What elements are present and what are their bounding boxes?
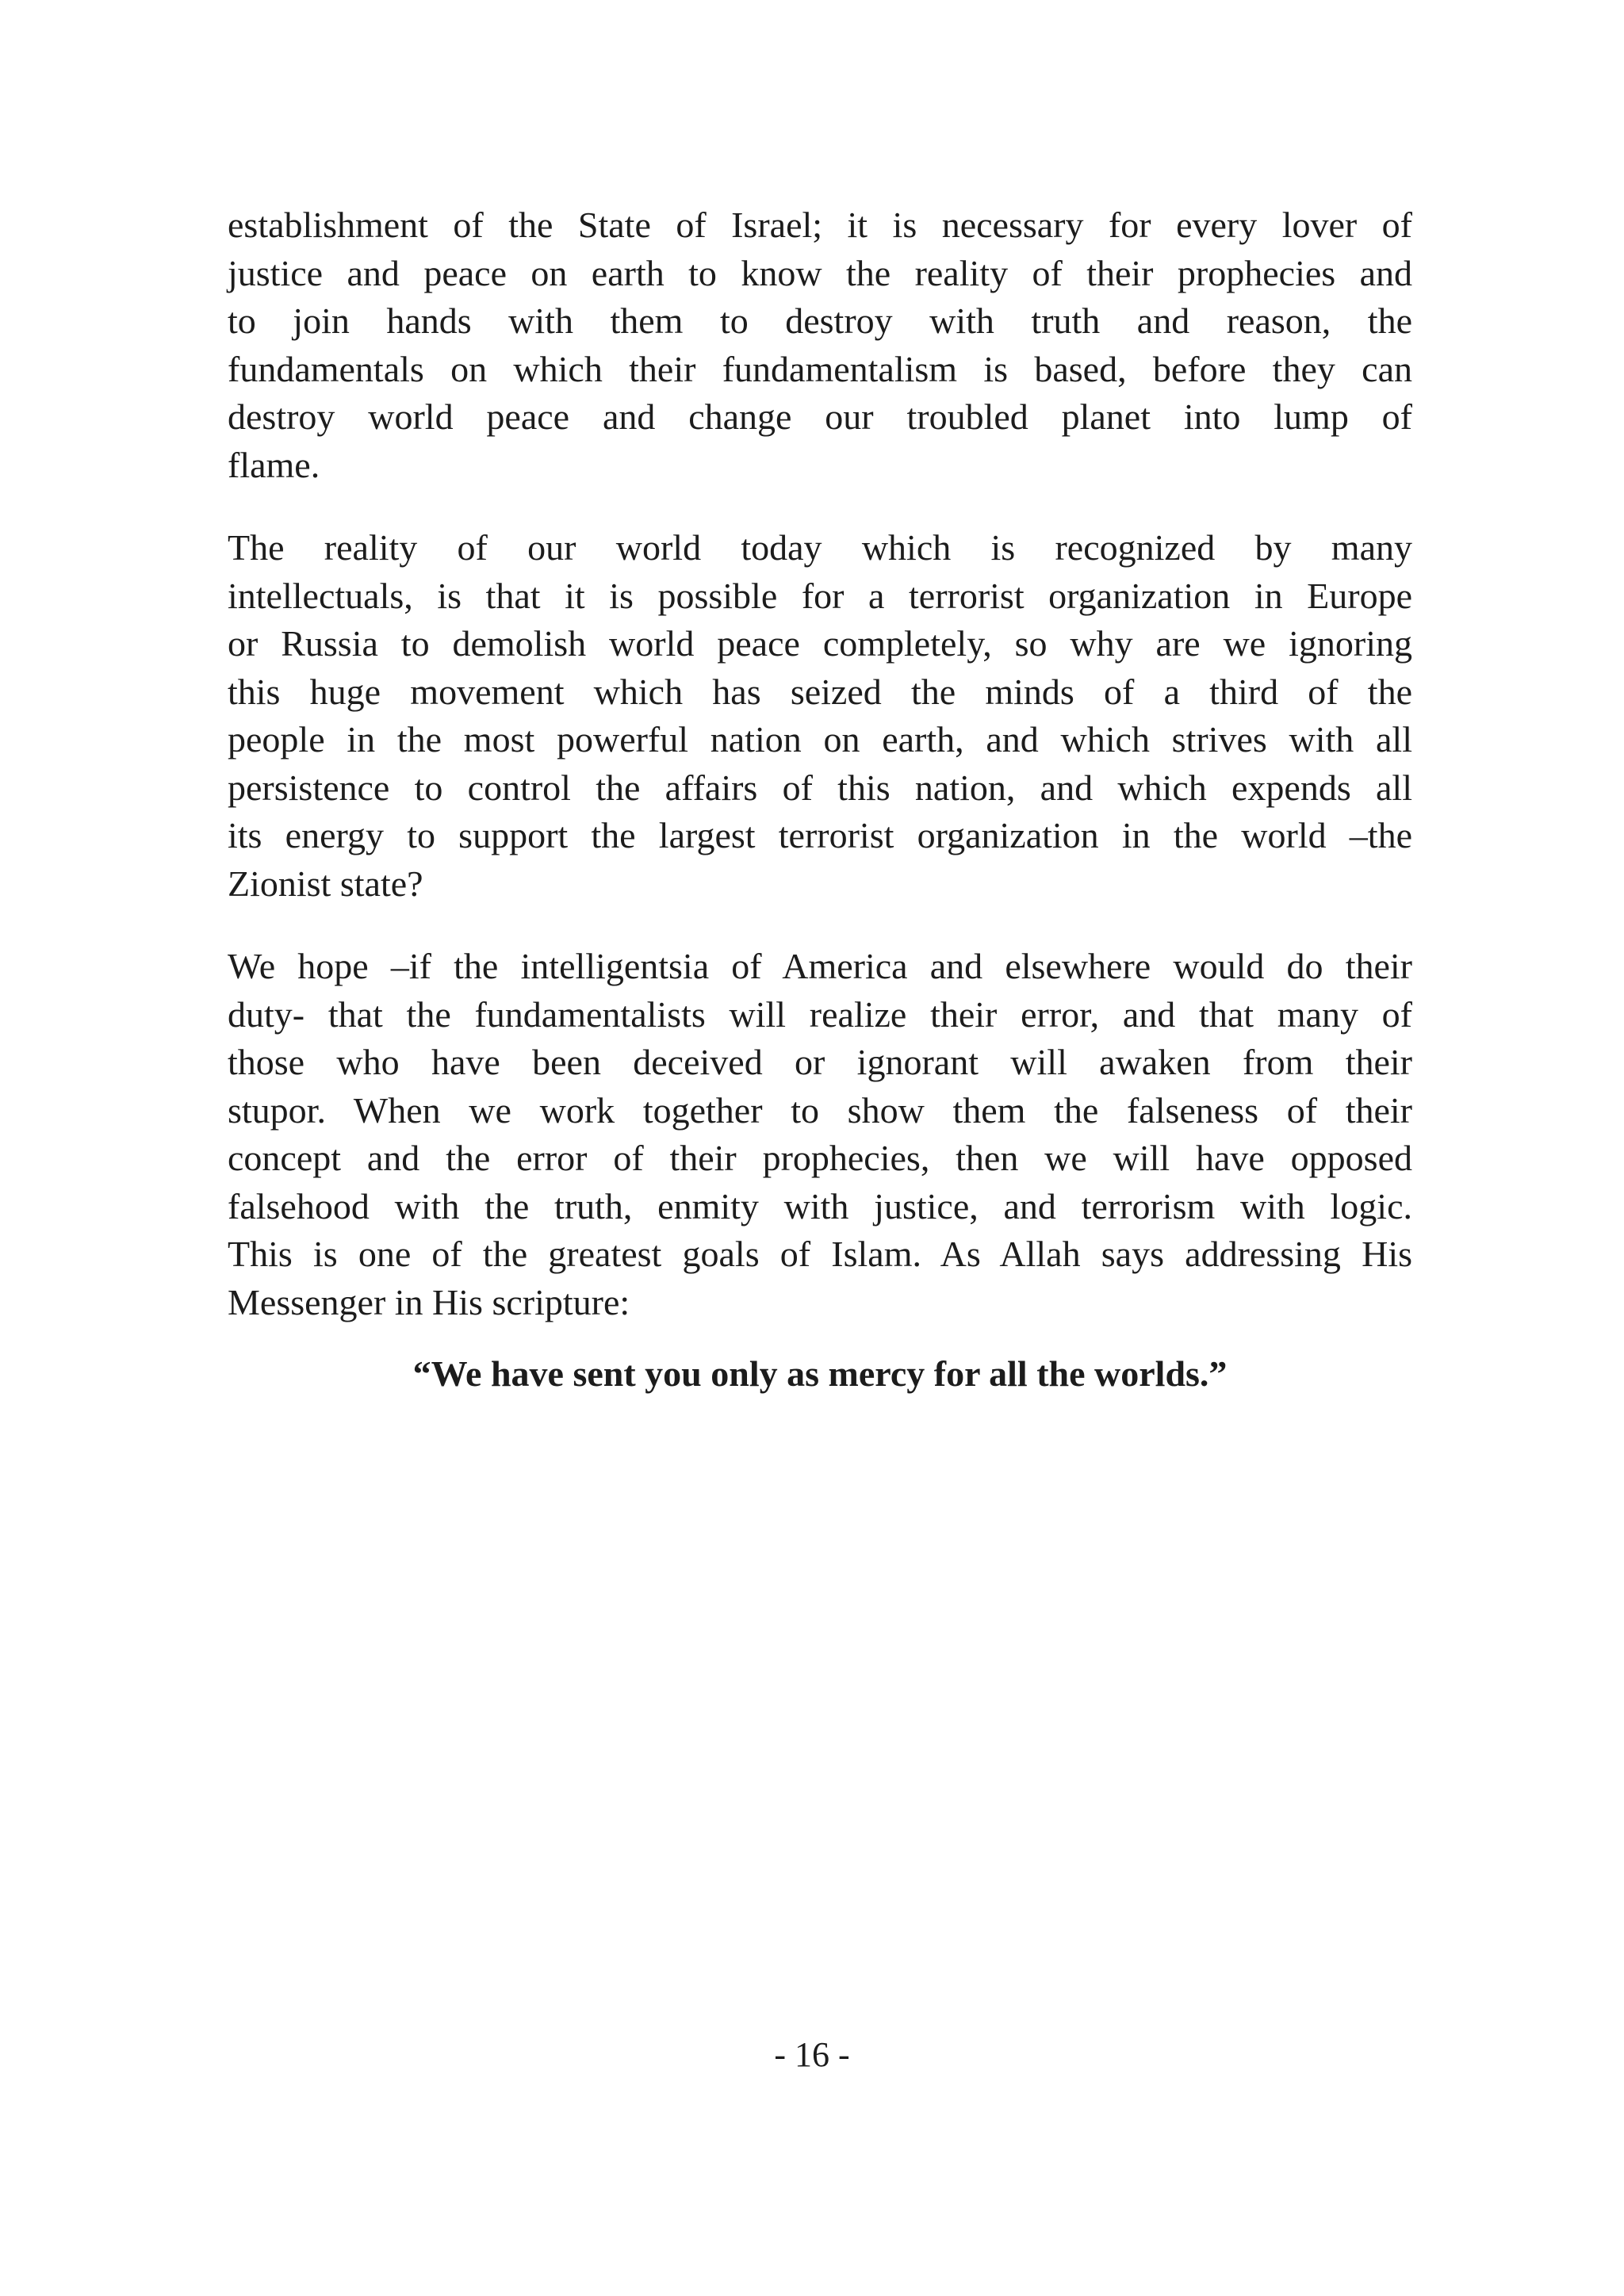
text-line: falsehood with the truth, enmity with justice, and terrorism with logic. — [228, 1185, 1412, 1226]
text-line: persistence to control the affairs of this nation, and which expends all — [228, 767, 1412, 808]
text-line: concept and the error of their prophecies, then we will have opposed — [228, 1138, 1412, 1178]
text-line: The reality of our world today which is recognized by many — [228, 527, 1412, 568]
text-line: or Russia to demolish world peace completely, so why are we ignoring — [228, 623, 1412, 664]
text-line: to join hands with them to destroy with truth and reason, the — [228, 300, 1412, 341]
text-line: Zionist state? — [228, 863, 423, 904]
paragraph-2 — [228, 524, 1412, 908]
text-line: establishment of the State of Israel; it is necessary for every lover of — [228, 205, 1412, 245]
paragraph-3 — [228, 943, 1412, 1326]
text-line: duty- that the fundamentalists will realize their error, and that many of — [228, 993, 1412, 1035]
page-number: - 16 - — [774, 2035, 850, 2074]
text-line: Messenger in His scripture: — [228, 1281, 630, 1322]
body-text — [228, 201, 1412, 1398]
text-line: intellectuals, is that it is possible for a terrorist organization in Europe — [228, 575, 1412, 616]
text-line: this huge movement which has seized the minds of a third of the — [228, 671, 1412, 712]
text-line: its energy to support the largest terrorist organization in the world –the — [228, 815, 1412, 855]
text-line: justice and peace on earth to know the reality of their prophecies and — [228, 252, 1412, 293]
text-line: destroy world peace and change our troubled planet into lump of — [228, 396, 1412, 437]
text-line: flame. — [228, 444, 320, 485]
text-line: We hope –if the intelligentsia of America and elsewhere would do their — [228, 946, 1412, 986]
scripture-quote: “We have sent you only as mercy for all the worlds.” — [412, 1353, 1228, 1394]
text-line: people in the most powerful nation on earth, and which strives with all — [228, 719, 1412, 760]
text-line: stupor. When we work together to show them the falseness of their — [228, 1089, 1412, 1131]
paragraph-1 — [228, 201, 1412, 489]
text-line: fundamentals on which their fundamentalism is based, before they can — [228, 348, 1412, 389]
text-line: This is one of the greatest goals of Islam. As Allah says addressing His — [228, 1234, 1412, 1274]
text-line: those who have been deceived or ignorant will awaken from their — [228, 1042, 1412, 1082]
